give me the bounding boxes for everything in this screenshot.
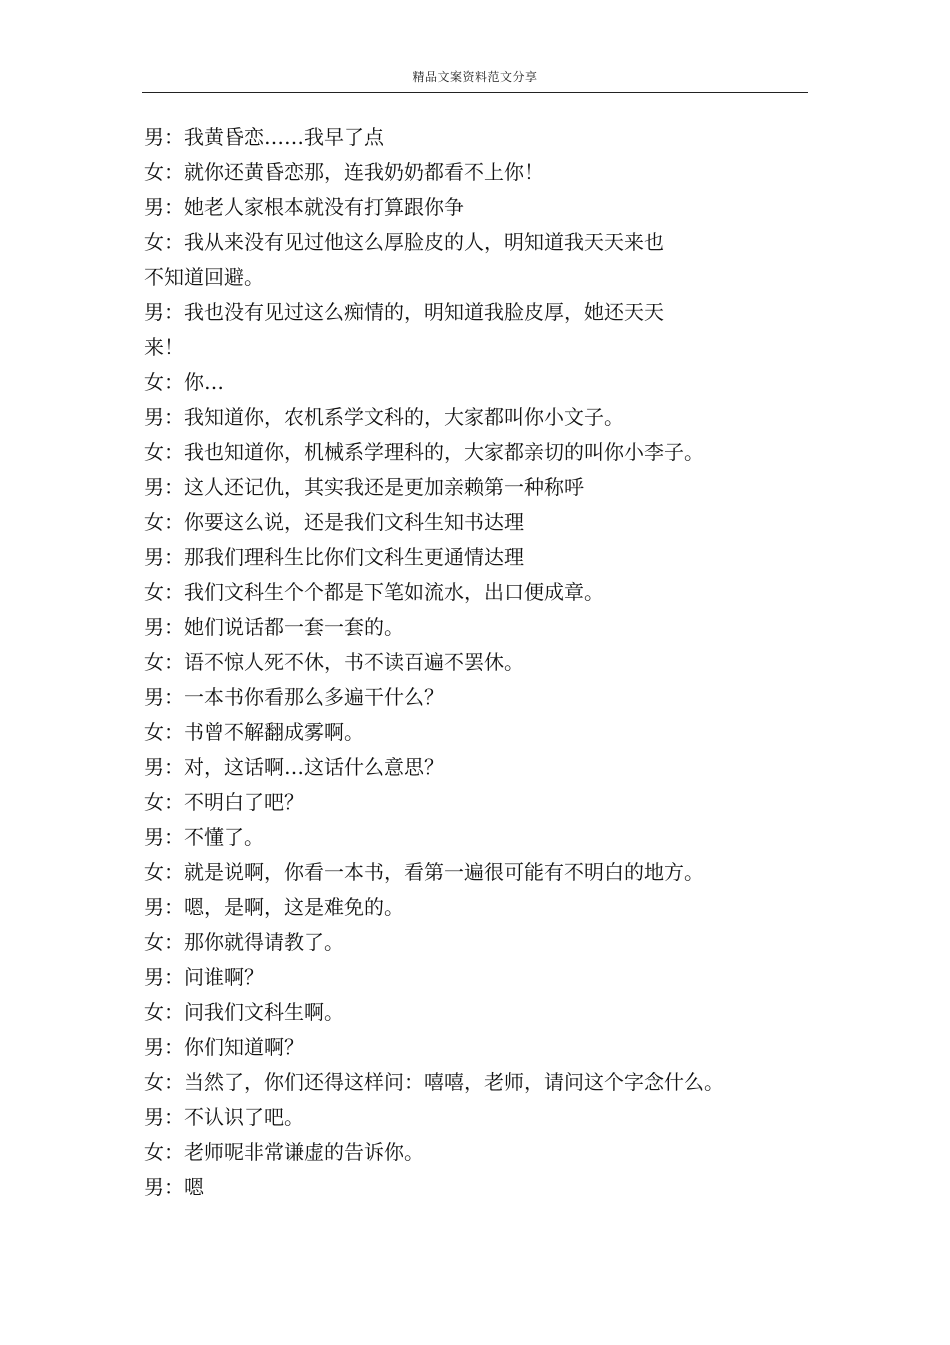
- dialogue-line: 女：问我们文科生啊。: [144, 1000, 344, 1024]
- header-title: 精品文案资料范文分享: [412, 70, 538, 84]
- dialogue-line: 女：就是说啊，你看一本书，看第一遍很可能有不明白的地方。: [144, 860, 704, 884]
- dialogue-line: 女：老师呢非常谦虚的告诉你。: [144, 1140, 424, 1164]
- dialogue-line: 男：我也没有见过这么痴情的，明知道我脸皮厚，她还天天: [144, 300, 664, 324]
- dialogue-line: 男：嗯，是啊，这是难免的。: [144, 895, 404, 919]
- dialogue-line: 来！: [144, 335, 184, 359]
- dialogue-line: 不知道回避。: [144, 265, 264, 289]
- dialogue-line: 女：我也知道你，机械系学理科的，大家都亲切的叫你小李子。: [144, 440, 704, 464]
- dialogue-line: 男：那我们理科生比你们文科生更通情达理: [144, 545, 524, 569]
- dialogue-line: 女：就你还黄昏恋那，连我奶奶都看不上你！: [144, 160, 544, 184]
- dialogue-line: 男：嗯: [144, 1175, 204, 1199]
- dialogue-line: 男：问谁啊？: [144, 965, 264, 989]
- dialogue-line: 男：她老人家根本就没有打算跟你争: [144, 195, 464, 219]
- page-header: [142, 64, 808, 93]
- dialogue-line: 男：对，这话啊…这话什么意思？: [144, 755, 444, 779]
- dialogue-line: 男：她们说话都一套一套的。: [144, 615, 404, 639]
- dialogue-line: 男：不认识了吧。: [144, 1105, 304, 1129]
- dialogue-line: 女：那你就得请教了。: [144, 930, 344, 954]
- dialogue-line: 男：一本书你看那么多遍干什么？: [144, 685, 444, 709]
- dialogue-line: 男：不懂了。: [144, 825, 264, 849]
- dialogue-line: 男：我黄昏恋……我早了点: [144, 125, 384, 149]
- dialogue-line: 女：我们文科生个个都是下笔如流水，出口便成章。: [144, 580, 604, 604]
- dialogue-line: 男：这人还记仇，其实我还是更加亲赖第一种称呼: [144, 475, 584, 499]
- dialogue-body: [144, 120, 784, 1205]
- dialogue-line: 女：当然了，你们还得这样问：嘻嘻，老师，请问这个字念什么。: [144, 1070, 724, 1094]
- dialogue-line: 女：我从来没有见过他这么厚脸皮的人，明知道我天天来也: [144, 230, 664, 254]
- dialogue-line: 女：语不惊人死不休，书不读百遍不罢休。: [144, 650, 524, 674]
- dialogue-line: 男：我知道你，农机系学文科的，大家都叫你小文子。: [144, 405, 624, 429]
- dialogue-line: 女：你…: [144, 370, 224, 394]
- dialogue-line: 女：你要这么说，还是我们文科生知书达理: [144, 510, 524, 534]
- dialogue-line: 女：不明白了吧？: [144, 790, 304, 814]
- dialogue-line: 男：你们知道啊？: [144, 1035, 304, 1059]
- dialogue-line: 女：书曾不解翻成雾啊。: [144, 720, 364, 744]
